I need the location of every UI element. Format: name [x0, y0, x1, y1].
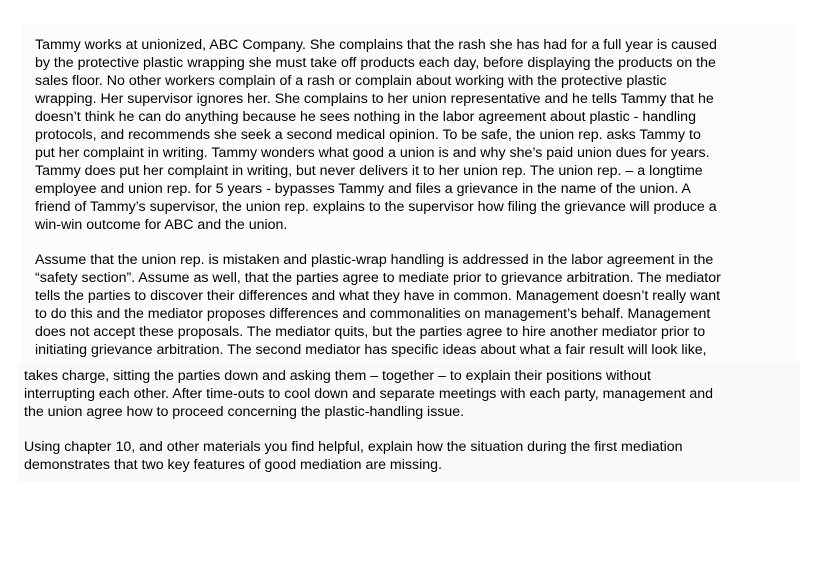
- text-line: wrapping. Her supervisor ignores her. She complains to her union representative and he tells Tammy that he: [35, 91, 714, 107]
- text-line: “safety section”. Assume as well, that the parties agree to mediate prior to grievance arbitration. The mediator: [35, 270, 721, 286]
- text-line: Using chapter 10, and other materials you find helpful, explain how the situation during the first mediation: [24, 439, 683, 455]
- text-line: interrupting each other. After time-outs to cool down and separate meetings with each party, management and: [24, 386, 714, 402]
- text-line: doesn’t think he can do anything because he sees nothing in the labor agreement about plastic - handling: [35, 109, 696, 125]
- text-line: Tammy does put her complaint in writing, but never delivers it to her union rep. The union rep. – a longtime: [35, 163, 703, 179]
- paragraph-question: [24, 438, 683, 474]
- text-line: sales floor. No other workers complain of a rash or complain about working with the protective plastic: [35, 73, 667, 89]
- text-line: takes charge, sitting the parties down and asking them – together – to explain their positions without: [24, 368, 651, 384]
- text-line: put her complaint in writing. Tammy wonders what good a union is and why she’s paid union dues for years.: [35, 145, 710, 161]
- paragraph-assumption-clip: [22, 252, 798, 358]
- text-line: by the protective plastic wrapping she must take off products each day, before displaying the products on the: [35, 55, 716, 71]
- text-line: friend of Tammy’s supervisor, the union rep. explains to the supervisor how filing the grievance will produce a: [35, 199, 717, 215]
- text-line: the union agree how to proceed concerning the plastic-handling issue.: [24, 404, 465, 420]
- text-line: to do this and the mediator proposes differences and commonalities on management’s behalf. Management: [35, 306, 711, 322]
- text-line: tells the parties to discover their differences and what they have in common. Management doesn’t really want: [35, 288, 721, 304]
- text-line: Tammy works at unionized, ABC Company. She complains that the rash she has had for a full year is caused: [35, 37, 717, 53]
- text-line: does not accept these proposals. The mediator quits, but the parties agree to hire another mediator prior to: [35, 324, 706, 340]
- paragraph-second-mediator: [24, 367, 713, 421]
- paragraph-scenario: [35, 36, 717, 234]
- paragraph-assumption: [35, 252, 721, 358]
- text-line: Assume that the union rep. is mistaken and plastic-wrap handling is addressed in the labor agreement in the: [35, 252, 714, 268]
- text-line: protocols, and recommends she seek a second medical opinion. To be safe, the union rep. asks Tammy to: [35, 127, 701, 143]
- text-line: initiating grievance arbitration. The second mediator has specific ideas about what a fair result will look like,: [35, 342, 707, 358]
- text-line: win-win outcome for ABC and the union.: [35, 217, 288, 233]
- text-line: demonstrates that two key features of good mediation are missing.: [24, 457, 442, 473]
- text-line: employee and union rep. for 5 years - bypasses Tammy and files a grievance in the name of the union. A: [35, 181, 691, 197]
